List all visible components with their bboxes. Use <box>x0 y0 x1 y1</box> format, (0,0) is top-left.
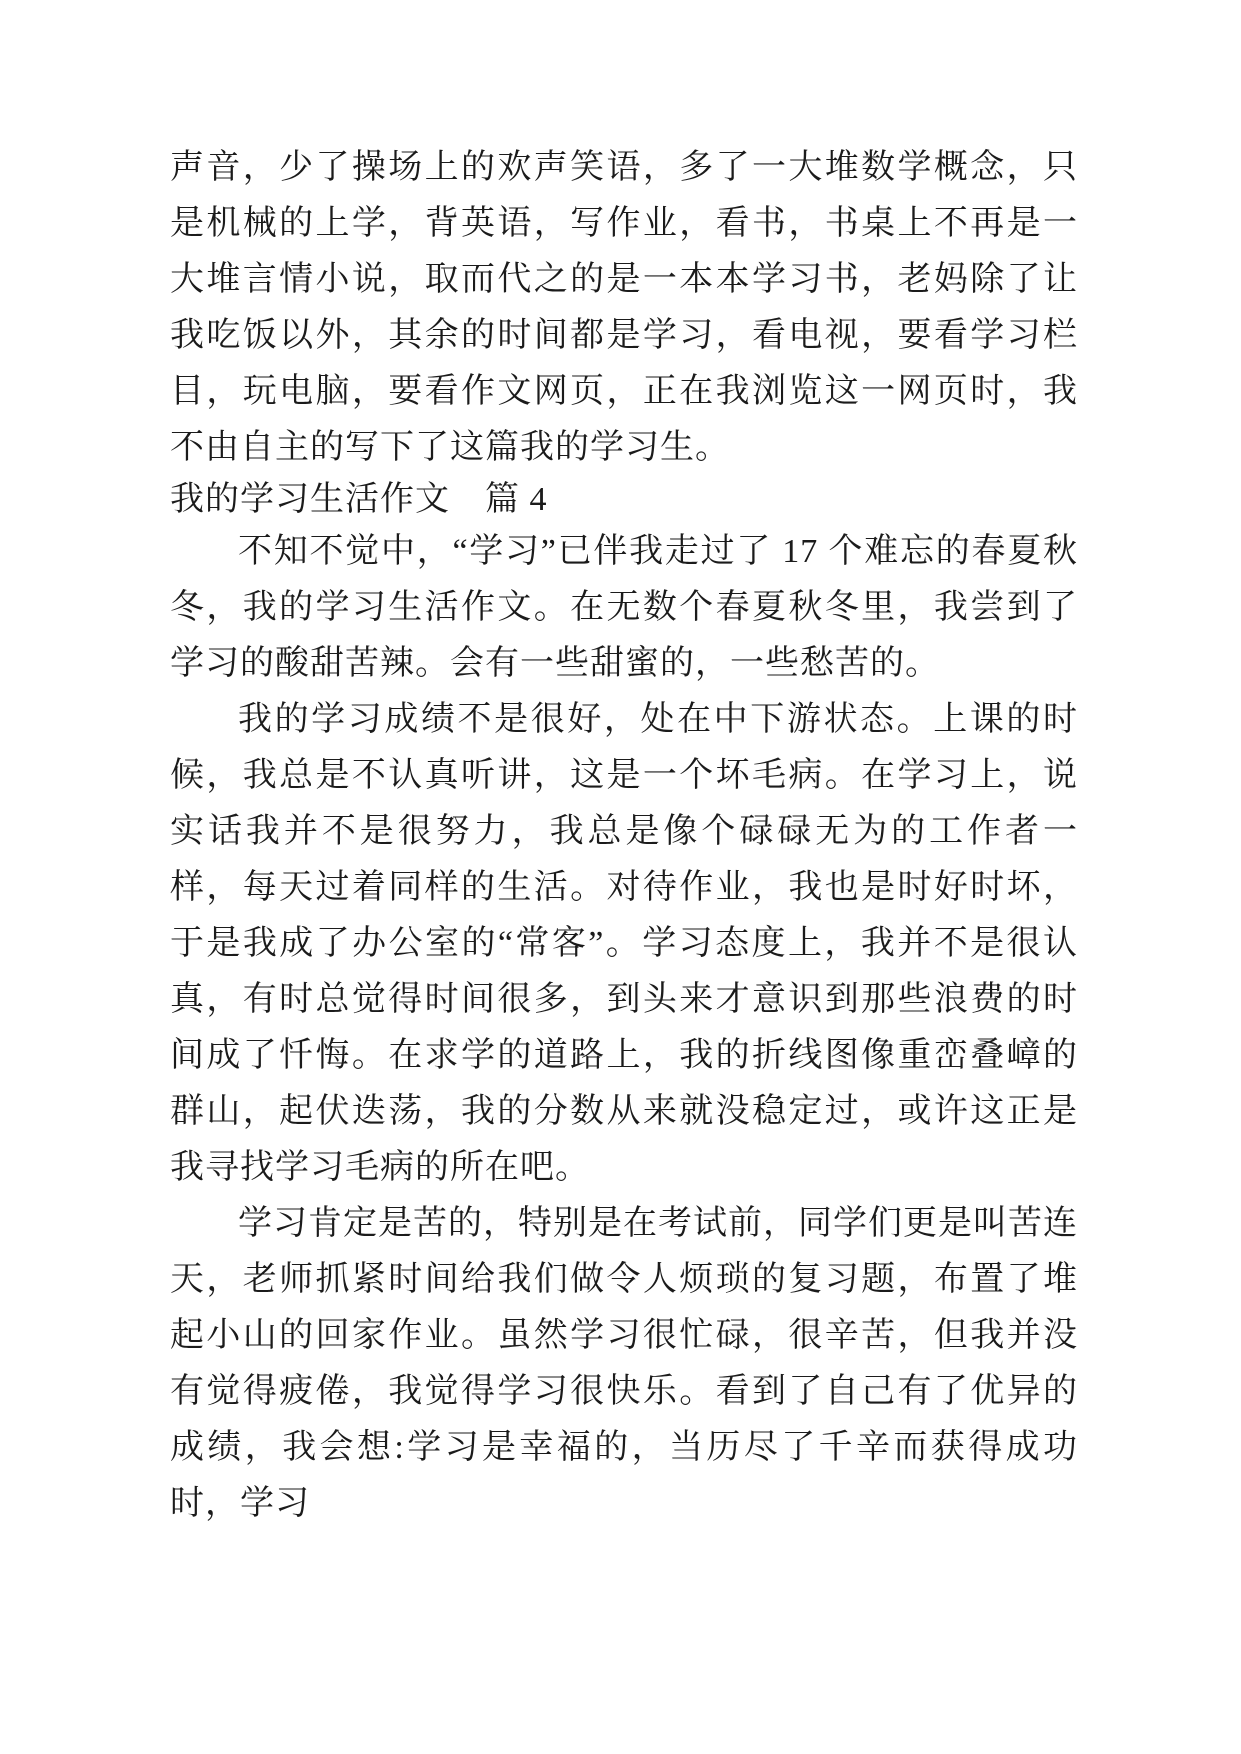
paragraph-continuation: 声音，少了操场上的欢声笑语，多了一大堆数学概念，只是机械的上学，背英语，写作业，看书，书桌上不再是一大堆言情小说，取而代之的是一本本学习书，老妈除了让我吃饭以外，其余的时间都是学习，看电视，要看学习栏目，玩电脑，要看作文网页，正在我浏览这一网页时，我不由自主的写下了这篇我的学习生。 <box>170 149 1078 466</box>
paragraph: 不知不觉中，“学习”已伴我走过了 17 个难忘的春夏秋冬，我的学习生活作文。在无数个春夏秋冬里，我尝到了学习的酸甜苦辣。会有一些甜蜜的，一些愁苦的。 <box>170 533 1078 682</box>
paragraph: 学习肯定是苦的，特别是在考试前，同学们更是叫苦连天，老师抓紧时间给我们做令人烦琐的复习题，布置了堆起小山的回家作业。虽然学习很忙碌，很辛苦，但我并没有觉得疲倦，我觉得学习很快乐。看到了自己有了优异的成绩，我会想:学习是幸福的，当历尽了千辛而获得成功时，学习 <box>170 1205 1078 1522</box>
essay-text-body <box>170 140 1078 1532</box>
essay-section-heading: 我的学习生活作文 篇 4 <box>170 481 548 518</box>
paragraph: 我的学习成绩不是很好，处在中下游状态。上课的时候，我总是不认真听讲，这是一个坏毛病。在学习上，说实话我并不是很努力，我总是像个碌碌无为的工作者一样，每天过着同样的生活。对待作业，我也是时好时坏，于是我成了办公室的“常客”。学习态度上，我并不是很认真，有时总觉得时间很多，到头来才意识到那些浪费的时间成了忏悔。在求学的道路上，我的折线图像重峦叠嶂的群山，起伏迭荡，我的分数从来就没稳定过，或许这正是我寻找学习毛病的所在吧。 <box>170 701 1078 1186</box>
